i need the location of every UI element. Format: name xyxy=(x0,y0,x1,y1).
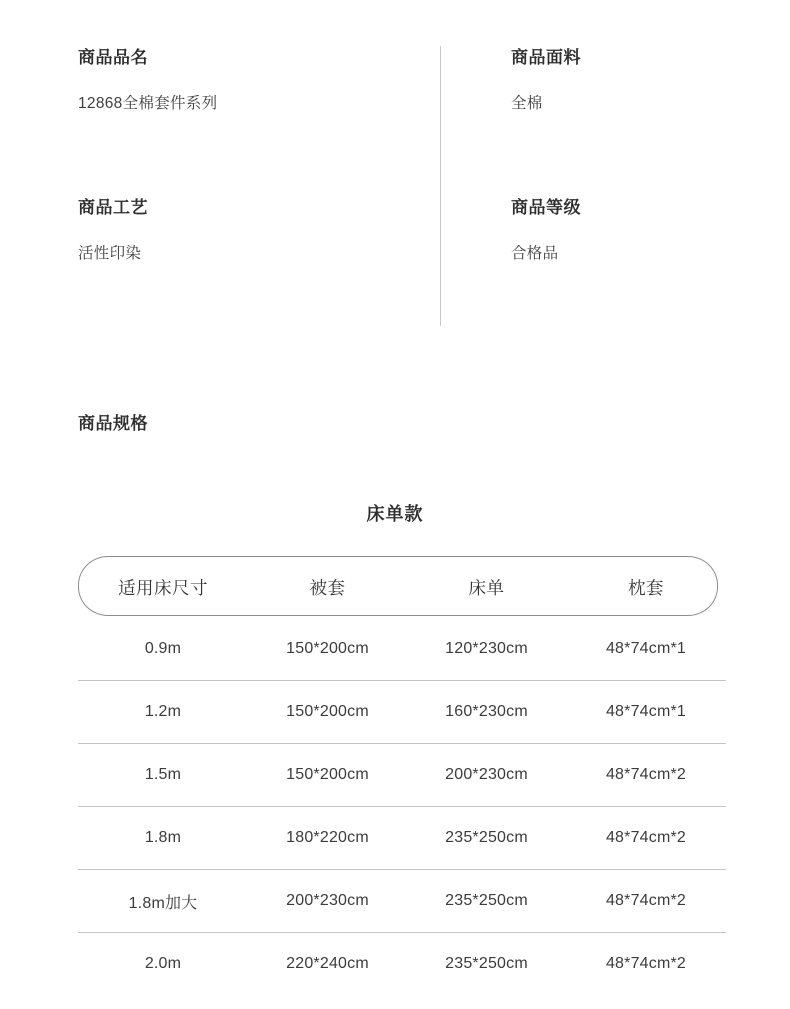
attribute-grade xyxy=(511,196,790,265)
table-row xyxy=(78,807,726,870)
attribute-value: 12868全棉套件系列 xyxy=(78,95,218,112)
attribute-craft xyxy=(78,196,440,265)
cell-pillowcase: 48*74cm*2 xyxy=(566,744,726,807)
column-header-bed-size: 适用床尺寸 xyxy=(118,577,208,598)
cell-bed-sheet: 120*230cm xyxy=(407,618,566,681)
product-attributes xyxy=(0,46,790,326)
cell-bed-size: 1.8m加大 xyxy=(78,870,248,933)
attributes-column-right xyxy=(440,46,790,326)
cell-duvet-cover: 200*230cm xyxy=(248,870,407,933)
attribute-title: 商品等级 xyxy=(511,198,581,217)
attribute-fabric xyxy=(511,46,790,115)
spec-heading: 商品规格 xyxy=(78,414,148,433)
table-row xyxy=(78,933,726,996)
cell-duvet-cover: 180*220cm xyxy=(248,807,407,870)
column-header-duvet-cover: 被套 xyxy=(309,577,346,598)
cell-bed-size: 1.8m xyxy=(78,807,248,870)
cell-duvet-cover: 150*200cm xyxy=(248,681,407,744)
table-row xyxy=(78,681,726,744)
cell-duvet-cover: 220*240cm xyxy=(286,955,369,972)
cell-bed-size: 1.5m xyxy=(78,744,248,807)
cell-pillowcase: 48*74cm*2 xyxy=(566,807,726,870)
column-header-pillowcase: 枕套 xyxy=(628,577,664,598)
cell-pillowcase: 48*74cm*1 xyxy=(566,618,726,681)
attributes-column-left xyxy=(0,46,440,326)
spec-table-container xyxy=(78,556,718,995)
table-row xyxy=(78,744,726,807)
cell-bed-size: 2.0m xyxy=(144,955,182,972)
attributes-spacer xyxy=(511,115,790,196)
cell-pillowcase: 48*74cm*1 xyxy=(566,681,726,744)
table-body xyxy=(78,618,726,995)
attribute-product-name xyxy=(78,46,440,115)
attribute-title: 商品工艺 xyxy=(78,198,148,217)
attributes-spacer xyxy=(78,115,440,196)
table-row xyxy=(78,870,726,933)
spec-table-title: 床单款 xyxy=(366,504,424,524)
attribute-title: 商品品名 xyxy=(78,48,148,67)
table-header-row xyxy=(78,556,726,618)
cell-bed-sheet: 235*250cm xyxy=(407,870,566,933)
cell-duvet-cover: 150*200cm xyxy=(248,744,407,807)
table-head xyxy=(78,556,726,618)
cell-pillowcase: 48*74cm*2 xyxy=(566,870,726,933)
attribute-value: 全棉 xyxy=(511,95,543,112)
cell-bed-size: 0.9m xyxy=(78,618,248,681)
attribute-value: 活性印染 xyxy=(78,245,142,262)
cell-bed-sheet: 200*230cm xyxy=(407,744,566,807)
cell-bed-sheet: 235*250cm xyxy=(407,807,566,870)
attribute-title: 商品面料 xyxy=(511,48,581,67)
cell-duvet-cover: 150*200cm xyxy=(248,618,407,681)
cell-bed-sheet: 160*230cm xyxy=(407,681,566,744)
cell-bed-sheet: 235*250cm xyxy=(445,955,528,972)
column-header-bed-sheet: 床单 xyxy=(468,577,505,598)
table-row xyxy=(78,618,726,681)
cell-bed-size: 1.2m xyxy=(78,681,248,744)
cell-pillowcase: 48*74cm*2 xyxy=(605,955,687,972)
spec-table xyxy=(78,556,726,995)
attribute-value: 合格品 xyxy=(511,245,559,262)
